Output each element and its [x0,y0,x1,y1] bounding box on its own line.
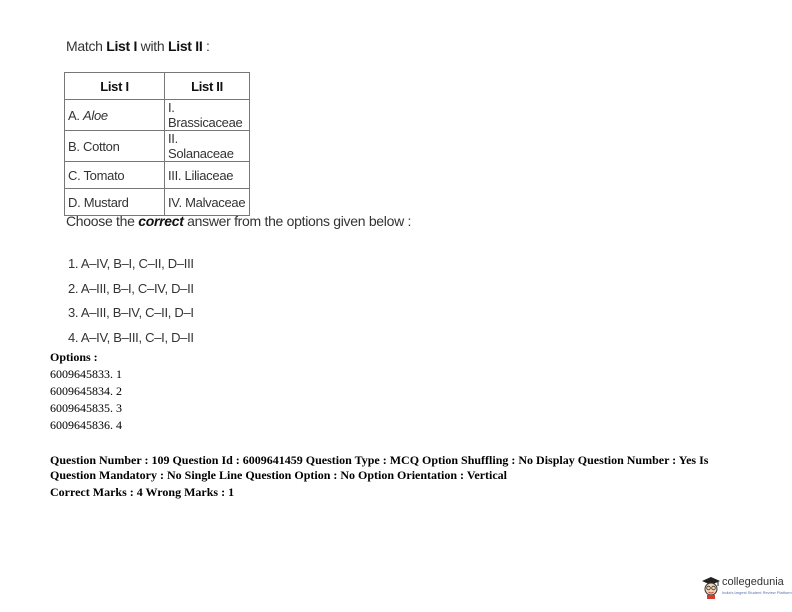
table-cell-right: IV. Malvaceae [165,189,250,216]
match-table [64,72,250,216]
question-prompt: Match List I with List II : [66,38,210,54]
collegedunia-logo [700,574,792,604]
option-ids-list [50,366,122,434]
table-row [65,131,250,162]
instruction-emphasis: correct [138,213,184,229]
list2-label: List II [167,38,203,54]
marks-info: Correct Marks : 4 Wrong Marks : 1 [50,485,235,499]
table-cell-right: I. Brassicaceae [165,100,250,131]
table-cell-left: D. Mustard [65,189,165,216]
graduate-mascot-icon [700,574,722,600]
option-id-item: 6009645834. 2 [50,384,122,398]
table-cell-right: II. Solanaceae [165,131,250,162]
answer-option: 1. A–IV, B–I, C–II, D–III [68,256,194,271]
answer-option: 4. A–IV, B–III, C–I, D–II [68,329,194,345]
logo-brand: collegedunia [722,576,784,588]
table-header-list2: List II [165,73,250,100]
answer-option: 2. A–III, B–I, C–IV, D–II [68,280,194,296]
options-heading: Options : [50,350,98,364]
option-id-item: 6009645835. 3 [50,401,122,415]
logo-tagline: India's largest Student Review Platform [722,590,792,595]
option-id-item: 6009645836. 4 [50,418,122,432]
table-row [65,100,250,131]
table-row [65,189,250,216]
table-cell-right: III. Liliaceae [165,162,250,189]
answer-options-list [68,252,194,350]
list1-label: List I [106,38,138,54]
table-cell-left: A. Aloe [65,100,165,131]
table-row [65,162,250,189]
table-header-row [65,73,250,100]
question-info: Question Number : 109 Question Id : 6009641459 Question Type : MCQ Option Shuffling : No Display Question Number : Yes Is Question Mandatory : No Single Line Question Option : No Option Orientation : Vertical [50,453,709,482]
table-cell-left: C. Tomato [65,162,165,189]
table-cell-left: B. Cotton [65,131,165,162]
question-metadata [50,453,750,500]
answer-option: 3. A–III, B–IV, C–II, D–I [68,305,194,320]
instruction-text: Choose the correct answer from the options given below : [66,213,412,229]
option-id-item: 6009645833. 1 [50,367,122,381]
table-header-list1: List I [65,73,165,100]
